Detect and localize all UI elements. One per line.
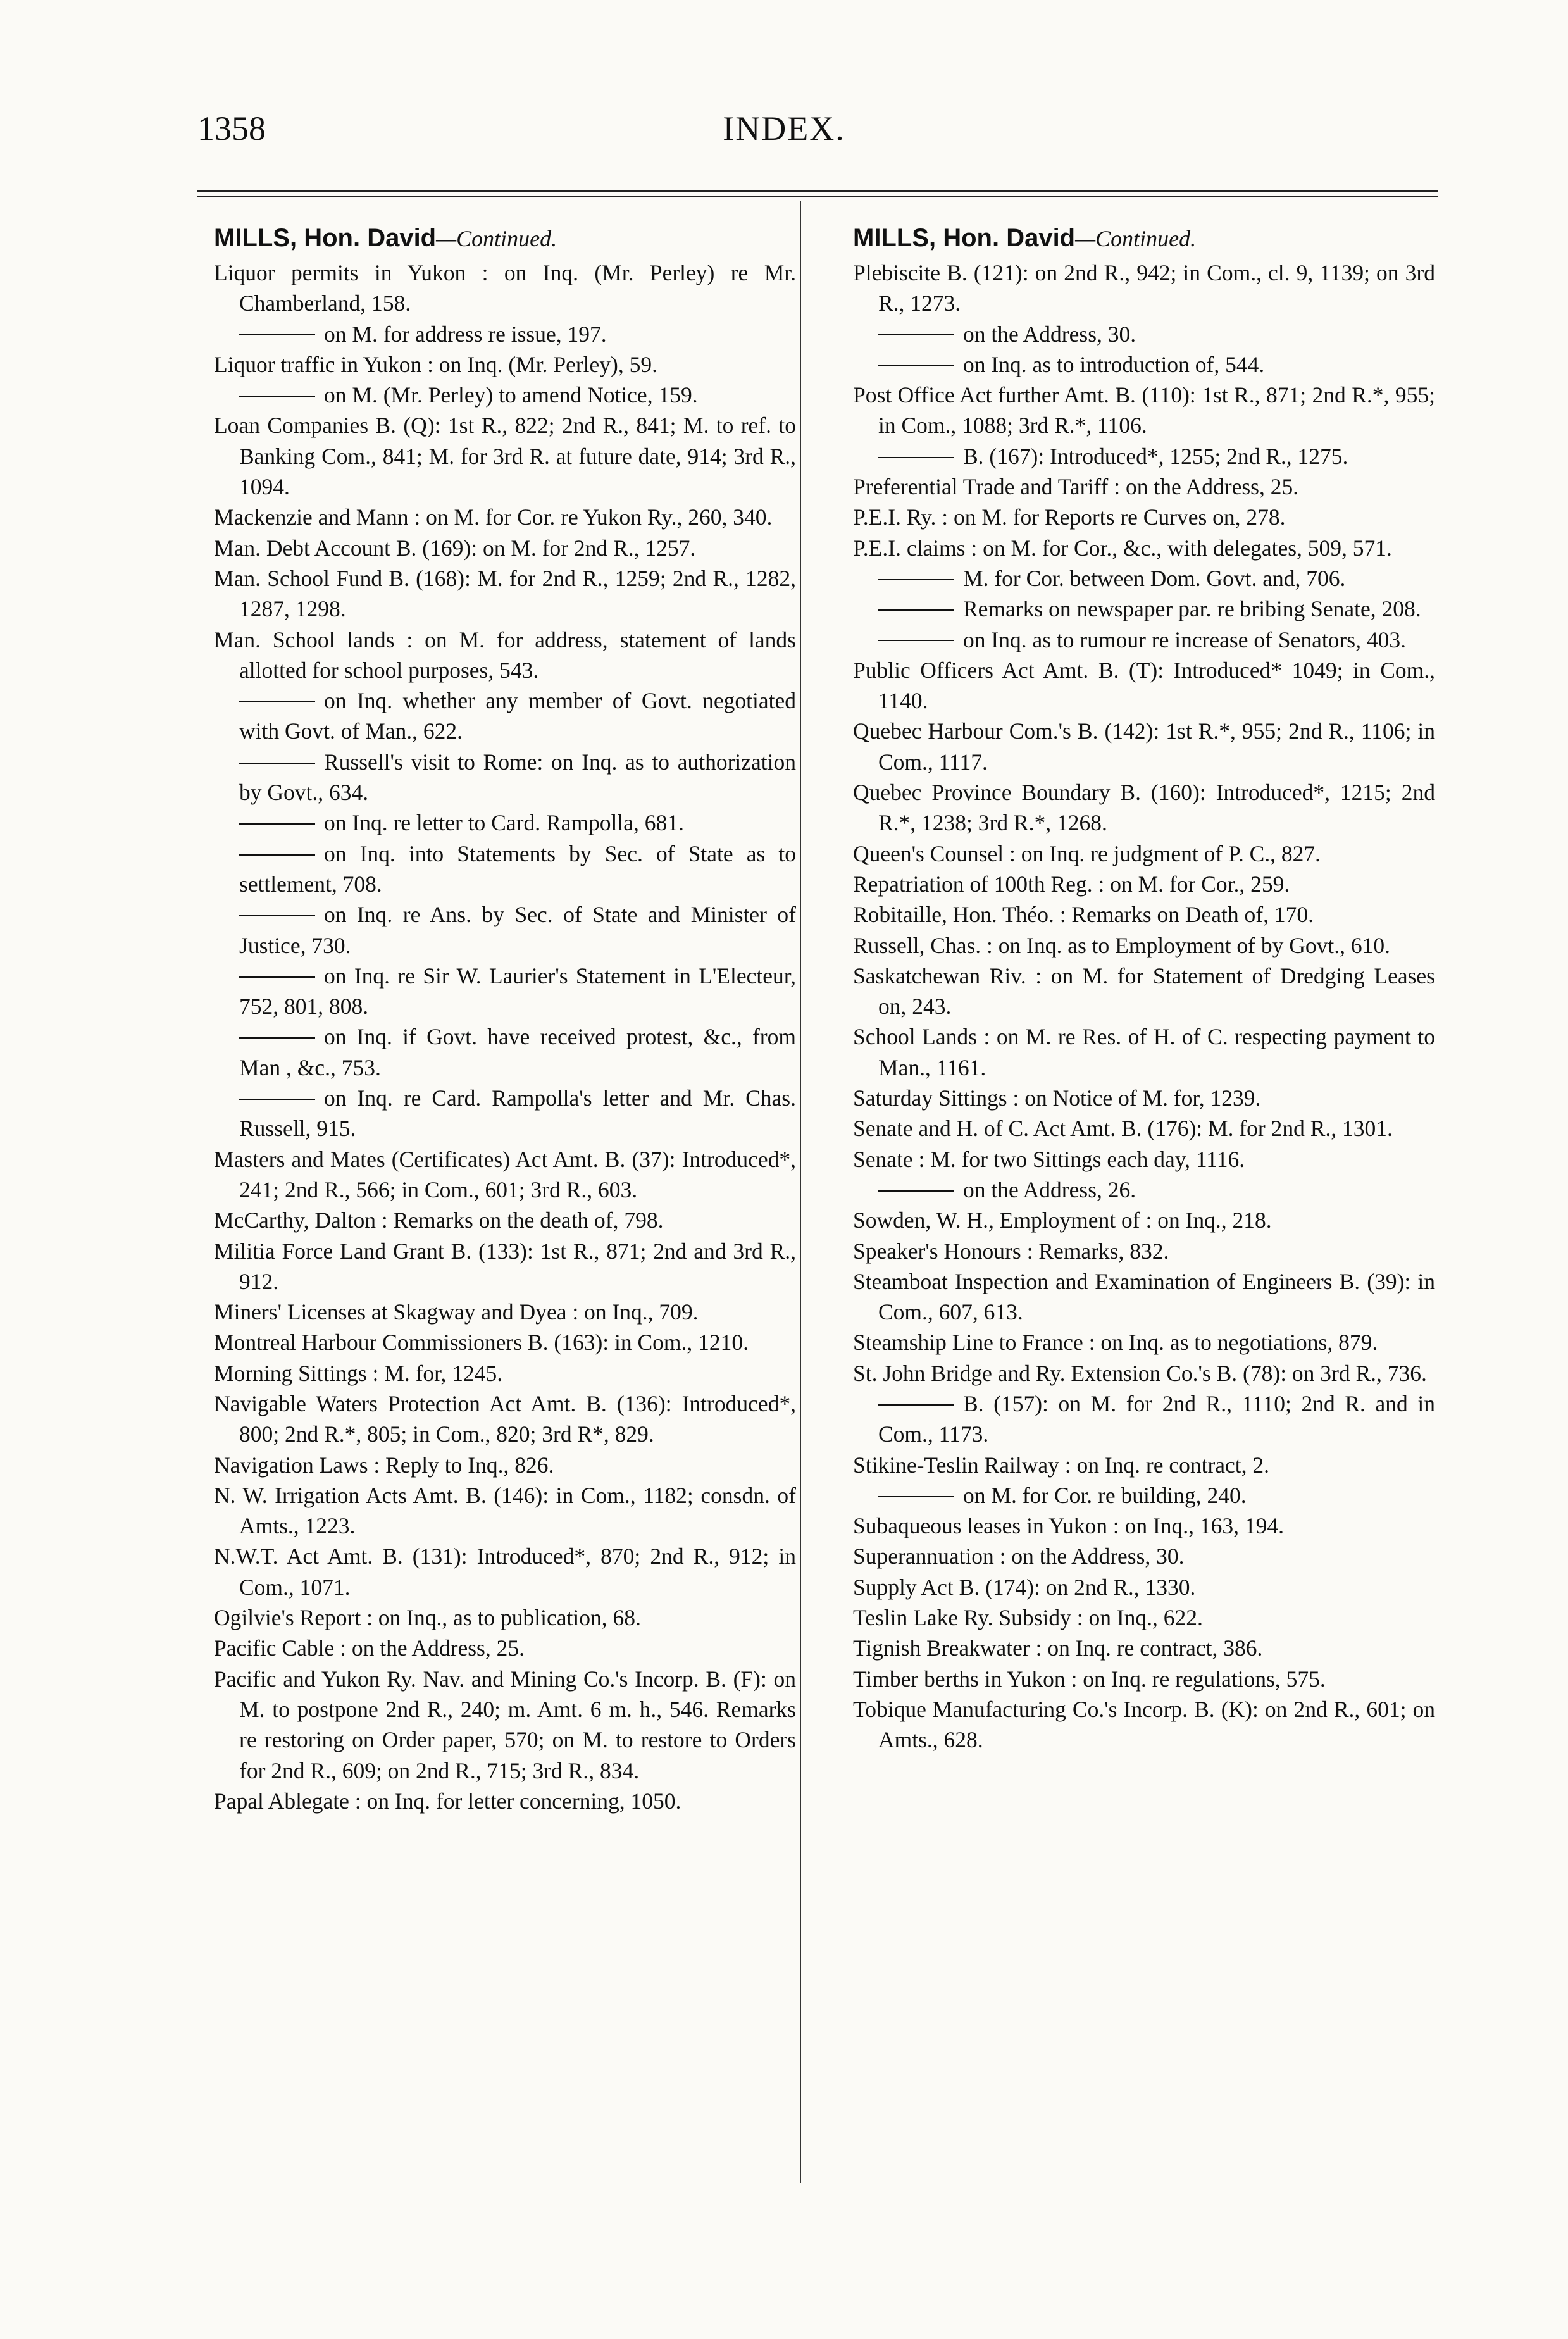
heading-continued: —Continued. <box>1075 226 1197 251</box>
entry-text: on the Address, 26. <box>963 1176 1136 1202</box>
entry-text: Liquor permits in Yukon : on Inq. (Mr. Perley) re Mr. Chamberland, 158. <box>214 260 796 316</box>
index-entries <box>853 258 1435 1756</box>
entry-text: Post Office Act further Amt. B. (110): 1st R., 871; 2nd R.*, 955; in Com., 1088; 3rd R.*, 1106. <box>853 382 1435 439</box>
ditto-dash <box>239 823 315 825</box>
index-subentry <box>853 563 1435 594</box>
index-entry <box>853 1572 1435 1602</box>
index-subentry <box>853 1480 1435 1511</box>
entry-text: Sowden, W. H., Employment of : on Inq., 218. <box>853 1207 1272 1233</box>
index-entry <box>853 1144 1435 1175</box>
entry-text: Papal Ablegate : on Inq. for letter concerning, 1050. <box>214 1788 681 1814</box>
heading-name: MILLS, Hon. David <box>853 224 1076 252</box>
index-entry <box>853 502 1435 532</box>
entry-text: Liquor traffic in Yukon : on Inq. (Mr. Perley), 59. <box>214 351 658 377</box>
index-entry <box>853 930 1435 961</box>
ditto-dash <box>239 976 315 978</box>
index-subentry <box>214 1021 796 1083</box>
entry-text: on Inq. re Card. Rampolla's letter and Mr. Chas. Russell, 915. <box>239 1085 796 1142</box>
page-header <box>0 106 1568 151</box>
index-entry <box>853 1664 1435 1694</box>
header-rule-top <box>197 190 1438 192</box>
index-entry <box>853 655 1435 716</box>
index-entry <box>214 625 796 686</box>
index-entry <box>214 1358 796 1388</box>
entry-text: Ogilvie's Report : on Inq., as to publication, 68. <box>214 1605 641 1631</box>
entry-text: M. for Cor. between Dom. Govt. and, 706. <box>963 565 1346 591</box>
index-entry <box>214 1541 796 1602</box>
entry-text: on Inq. whether any member of Govt. negotiated with Govt. of Man., 622. <box>239 688 796 744</box>
index-subentry <box>853 349 1435 380</box>
index-entry <box>214 1327 796 1357</box>
index-entry <box>214 1664 796 1786</box>
entry-text: Russell's visit to Rome: on Inq. as to authorization by Govt., 634. <box>239 749 796 806</box>
index-entry <box>853 1083 1435 1113</box>
entry-text: on M. for Cor. re building, 240. <box>963 1482 1247 1508</box>
index-entry <box>214 502 796 532</box>
ditto-dash <box>878 609 954 611</box>
entry-text: Masters and Mates (Certificates) Act Amt. B. (37): Introduced*, 241; 2nd R., 566; in Com., 601; 3rd R., 603. <box>214 1146 796 1202</box>
index-entry <box>214 1236 796 1297</box>
index-subentry <box>214 319 796 349</box>
entry-text: Subaqueous leases in Yukon : on Inq., 163, 194. <box>853 1513 1285 1539</box>
index-entry <box>853 839 1435 869</box>
index-entry <box>853 716 1435 777</box>
entry-text: on Inq. into Statements by Sec. of State as to settlement, 708. <box>239 840 796 897</box>
ditto-dash <box>878 457 954 458</box>
entry-text: Montreal Harbour Commissioners B. (163): in Com., 1210. <box>214 1330 749 1356</box>
entry-text: on Inq. re Ans. by Sec. of State and Minister of Justice, 730. <box>239 902 796 958</box>
index-entry <box>853 1633 1435 1663</box>
entry-text: Quebec Harbour Com.'s B. (142): 1st R.*, 955; 2nd R., 1106; in Com., 1117. <box>853 718 1435 775</box>
index-entry <box>853 1450 1435 1480</box>
entry-text: Militia Force Land Grant B. (133): 1st R., 871; 2nd and 3rd R., 912. <box>214 1238 796 1294</box>
ditto-dash <box>239 334 315 335</box>
entry-text: B. (157): on M. for 2nd R., 1110; 2nd R. and in Com., 1173. <box>878 1390 1435 1447</box>
ditto-dash <box>878 1190 954 1192</box>
entry-text: on Inq. if Govt. have received protest, &c., from Man , &c., 753. <box>239 1024 796 1080</box>
index-entry <box>214 563 796 625</box>
ditto-dash <box>239 763 315 764</box>
entry-text: Senate : M. for two Sittings each day, 1116. <box>853 1146 1245 1172</box>
index-subentry <box>214 961 796 1022</box>
index-entry <box>853 1021 1435 1083</box>
index-entry <box>214 1786 796 1816</box>
entry-text: Tobique Manufacturing Co.'s Incorp. B. (K): on 2nd R., 601; on Amts., 628. <box>853 1696 1435 1753</box>
index-entry <box>214 1388 796 1450</box>
index-entry <box>214 1480 796 1542</box>
entry-text: St. John Bridge and Ry. Extension Co.'s B. (78): on 3rd R., 736. <box>853 1360 1427 1386</box>
header-rule-bottom <box>197 196 1438 197</box>
index-entry <box>214 533 796 563</box>
entry-text: Navigation Laws : Reply to Inq., 826. <box>214 1452 554 1478</box>
index-entry <box>853 471 1435 502</box>
ditto-dash <box>878 640 954 641</box>
index-entry <box>214 1144 796 1206</box>
entry-text: McCarthy, Dalton : Remarks on the death of, 798. <box>214 1207 664 1233</box>
heading-continued: —Continued. <box>436 226 557 251</box>
entry-text: Man. School lands : on M. for address, statement of lands allotted for school purposes, 543. <box>214 627 796 683</box>
entry-text: Miners' Licenses at Skagway and Dyea : on Inq., 709. <box>214 1299 699 1325</box>
entry-text: on the Address, 30. <box>963 321 1136 347</box>
index-entry <box>853 869 1435 899</box>
entry-text: Supply Act B. (174): on 2nd R., 1330. <box>853 1574 1196 1600</box>
index-entry <box>853 380 1435 441</box>
entry-text: Senate and H. of C. Act Amt. B. (176): M. for 2nd R., 1301. <box>853 1116 1393 1142</box>
ditto-dash <box>878 579 954 580</box>
entry-text: Speaker's Honours : Remarks, 832. <box>853 1238 1169 1264</box>
ditto-dash <box>878 365 954 366</box>
index-entry <box>214 258 796 319</box>
index-entry <box>853 1358 1435 1388</box>
entry-text: Pacific Cable : on the Address, 25. <box>214 1635 525 1661</box>
index-subentry <box>853 319 1435 349</box>
entry-text: on Inq. as to introduction of, 544. <box>963 351 1265 377</box>
index-entry <box>214 410 796 502</box>
ditto-dash <box>239 701 315 702</box>
entry-text: Repatriation of 100th Reg. : on M. for Cor., 259. <box>853 871 1290 897</box>
index-entry <box>214 1602 796 1633</box>
index-subentry <box>853 594 1435 624</box>
index-entry <box>853 1511 1435 1541</box>
ditto-dash <box>239 854 315 856</box>
column-divider <box>800 201 801 2183</box>
entry-text: P.E.I. Ry. : on M. for Reports re Curves on, 278. <box>853 504 1286 530</box>
entry-text: Stikine-Teslin Railway : on Inq. re contract, 2. <box>853 1452 1270 1478</box>
entry-text: on M. (Mr. Perley) to amend Notice, 159. <box>324 382 698 408</box>
index-subentry <box>214 685 796 747</box>
index-entry <box>853 1602 1435 1633</box>
running-head: INDEX. <box>723 109 845 147</box>
index-subentry <box>214 747 796 808</box>
entry-text: Steamboat Inspection and Examination of Engineers B. (39): in Com., 607, 613. <box>853 1268 1435 1325</box>
entry-text: Plebiscite B. (121): on 2nd R., 942; in Com., cl. 9, 1139; on 3rd R., 1273. <box>853 260 1435 316</box>
ditto-dash <box>239 1037 315 1039</box>
entry-text: Queen's Counsel : on Inq. re judgment of P. C., 827. <box>853 840 1321 866</box>
index-subentry <box>853 1175 1435 1205</box>
entry-text: Tignish Breakwater : on Inq. re contract, 386. <box>853 1635 1263 1661</box>
entry-text: Steamship Line to France : on Inq. as to negotiations, 879. <box>853 1330 1378 1356</box>
ditto-dash <box>878 1496 954 1497</box>
entry-text: on M. for address re issue, 197. <box>324 321 607 347</box>
entry-text: on Inq. re Sir W. Laurier's Statement in L'Electeur, 752, 801, 808. <box>239 963 796 1020</box>
index-entry <box>214 1205 796 1235</box>
index-entry <box>214 349 796 380</box>
ditto-dash <box>878 334 954 335</box>
index-subentry <box>214 899 796 961</box>
index-entry <box>214 1633 796 1663</box>
page-number: 1358 <box>197 109 266 147</box>
heading-name: MILLS, Hon. David <box>214 224 437 252</box>
entry-text: on Inq. re letter to Card. Rampolla, 681. <box>324 810 684 836</box>
entry-text: Saturday Sittings : on Notice of M. for, 1239. <box>853 1085 1261 1111</box>
entry-text: Loan Companies B. (Q): 1st R., 822; 2nd R., 841; M. to ref. to Banking Com., 841; M. for 3rd R. at future date, 914; 3rd R., 1094. <box>214 413 796 500</box>
entry-text: Remarks on newspaper par. re bribing Senate, 208. <box>963 596 1421 622</box>
entry-text: B. (167): Introduced*, 1255; 2nd R., 1275. <box>963 443 1348 469</box>
entry-text: Russell, Chas. : on Inq. as to Employment of by Govt., 610. <box>853 932 1391 958</box>
index-subentry <box>214 839 796 900</box>
index-entry <box>853 1541 1435 1571</box>
index-entry <box>853 258 1435 319</box>
entry-text: Man. Debt Account B. (169): on M. for 2nd R., 1257. <box>214 535 696 561</box>
index-entry <box>853 1205 1435 1235</box>
entry-text: Saskatchewan Riv. : on M. for Statement of Dredging Leases on, 243. <box>853 963 1435 1020</box>
ditto-dash <box>239 915 315 916</box>
entry-text: P.E.I. claims : on M. for Cor., &c., with delegates, 509, 571. <box>853 535 1392 561</box>
entry-text: School Lands : on M. re Res. of H. of C. respecting payment to Man., 1161. <box>853 1024 1435 1080</box>
index-entry <box>853 777 1435 839</box>
index-subentry <box>214 808 796 838</box>
entry-text: Man. School Fund B. (168): M. for 2nd R., 1259; 2nd R., 1282, 1287, 1298. <box>214 565 796 622</box>
index-subentry <box>214 380 796 410</box>
index-entry <box>214 1450 796 1480</box>
column-heading <box>853 221 1435 255</box>
entry-text: Public Officers Act Amt. B. (T): Introduced* 1049; in Com., 1140. <box>853 657 1435 714</box>
index-subentry <box>853 1388 1435 1450</box>
index-entry <box>853 1694 1435 1756</box>
index-entry <box>853 1236 1435 1266</box>
entry-text: Pacific and Yukon Ry. Nav. and Mining Co.'s Incorp. B. (F): on M. to postpone 2nd R., 240; m. Amt. 6 m. h., 546. Remarks re restoring on Order paper, 570; on M. to restore to Orders for 2nd R., 609; on 2nd R., 715; 3rd R., 834. <box>214 1666 796 1783</box>
index-entry <box>214 1297 796 1327</box>
ditto-dash <box>239 396 315 397</box>
entry-text: Navigable Waters Protection Act Amt. B. (136): Introduced*, 800; 2nd R.*, 805; in Com., 820; 3rd R*, 829. <box>214 1390 796 1447</box>
index-entry <box>853 1113 1435 1144</box>
index-entry <box>853 1327 1435 1357</box>
left-column <box>214 221 796 1816</box>
index-entry <box>853 1266 1435 1328</box>
index-entry <box>853 533 1435 563</box>
index-entry <box>853 961 1435 1022</box>
index-subentry <box>214 1083 796 1144</box>
entry-text: Teslin Lake Ry. Subsidy : on Inq., 622. <box>853 1605 1203 1631</box>
entry-text: Superannuation : on the Address, 30. <box>853 1544 1185 1569</box>
index-entry <box>853 899 1435 930</box>
entry-text: Preferential Trade and Tariff : on the Address, 25. <box>853 474 1299 500</box>
entry-text: on Inq. as to rumour re increase of Senators, 403. <box>963 627 1406 652</box>
index-subentry <box>853 441 1435 471</box>
entry-text: Mackenzie and Mann : on M. for Cor. re Yukon Ry., 260, 340. <box>214 504 773 530</box>
right-column <box>853 221 1435 1756</box>
entry-text: Robitaille, Hon. Théo. : Remarks on Death of, 170. <box>853 902 1314 928</box>
column-heading <box>214 221 796 255</box>
entry-text: N.W.T. Act Amt. B. (131): Introduced*, 870; 2nd R., 912; in Com., 1071. <box>214 1544 796 1600</box>
entry-text: N. W. Irrigation Acts Amt. B. (146): in Com., 1182; consdn. of Amts., 1223. <box>214 1482 796 1539</box>
entry-text: Timber berths in Yukon : on Inq. re regulations, 575. <box>853 1666 1326 1692</box>
index-entries <box>214 258 796 1816</box>
ditto-dash <box>878 1404 954 1406</box>
entry-text: Quebec Province Boundary B. (160): Introduced*, 1215; 2nd R.*, 1238; 3rd R.*, 1268. <box>853 780 1435 836</box>
entry-text: Morning Sittings : M. for, 1245. <box>214 1360 503 1386</box>
ditto-dash <box>239 1099 315 1100</box>
index-subentry <box>853 625 1435 655</box>
